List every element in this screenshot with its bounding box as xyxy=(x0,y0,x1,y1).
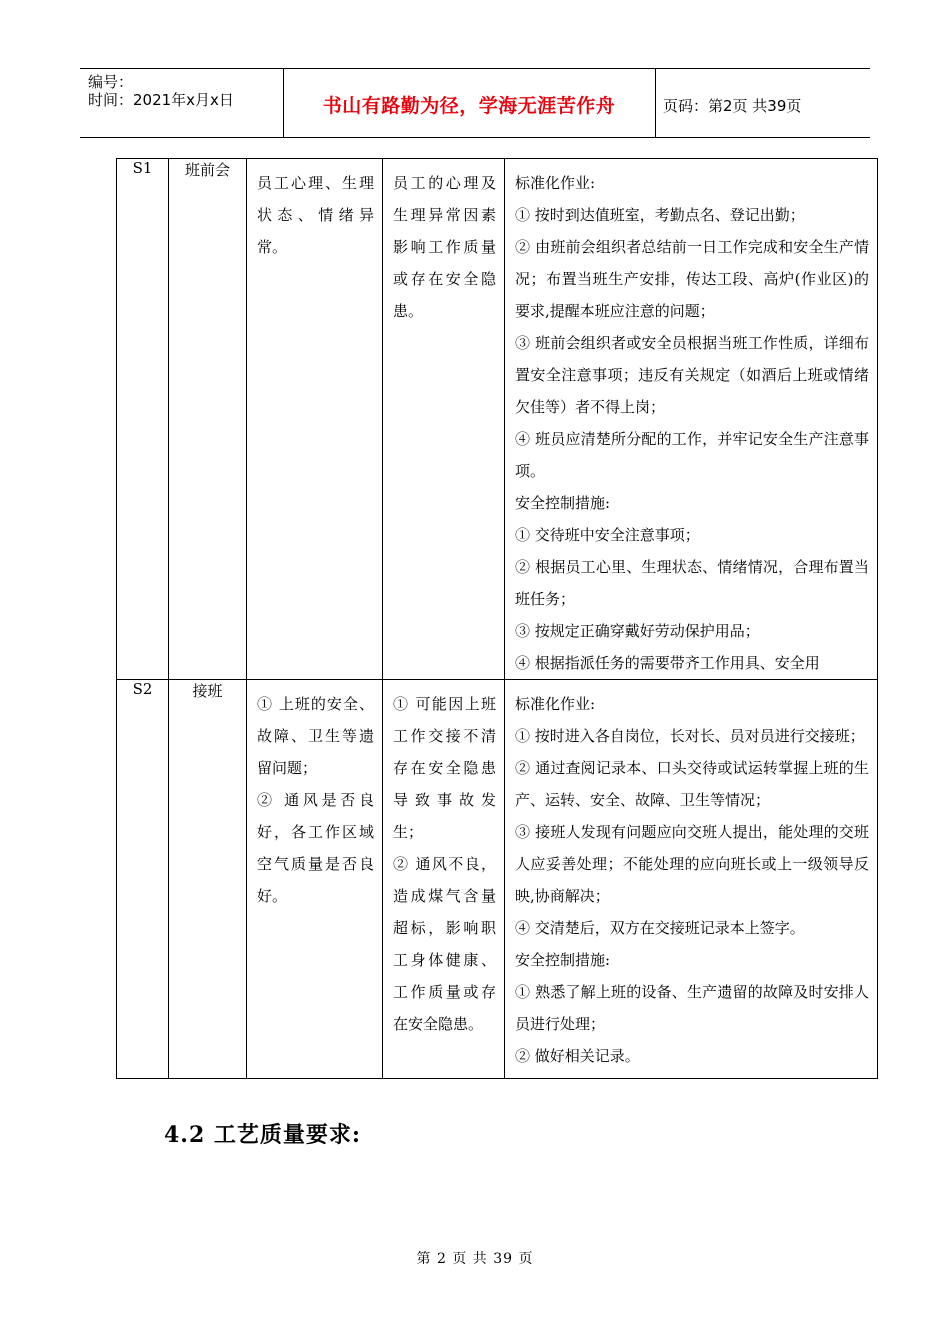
hazard-cell xyxy=(247,680,383,1079)
document-date: 时间：2021年x月x日 xyxy=(88,91,234,109)
hazard-cell xyxy=(247,159,383,680)
risk-text: 员工的心理及生理异常因素影响工作质量或存在安全隐患。 xyxy=(393,174,496,320)
safety-procedure-table xyxy=(116,158,878,1079)
header-meta xyxy=(80,69,284,137)
section-heading: 4.2 工艺质量要求: xyxy=(164,1122,362,1148)
measure-line: ① 按时到达值班室，考勤点名、登记出勤； xyxy=(515,206,805,224)
measure-line: ① 交待班中安全注意事项； xyxy=(515,526,700,544)
measure-line: 标准化作业: xyxy=(515,695,596,713)
measure-line: ② 由班前会组织者总结前一日工作完成和安全生产情况；布置当班生产安排，传达工段、高炉(作业区)的要求,提醒本班应注意的问题； xyxy=(515,238,869,320)
step-name: 接班 xyxy=(169,680,247,1079)
table-row xyxy=(117,159,878,680)
measure-line: ④ 根据指派任务的需要带齐工作用具、安全用 xyxy=(515,654,820,672)
risk-line: ① 可能因上班工作交接不清存在安全隐患导致事故发生； xyxy=(393,695,496,841)
step-name: 班前会 xyxy=(169,159,247,680)
hazard-list xyxy=(247,680,382,918)
measure-line: ④ 交清楚后，双方在交接班记录本上签字。 xyxy=(515,919,805,937)
risk-cell xyxy=(383,159,505,680)
table-row xyxy=(117,680,878,1079)
document-header xyxy=(80,68,870,138)
header-page-cell xyxy=(655,69,870,137)
measure-line: ① 熟悉了解上班的设备、生产遗留的故障及时安排人员进行处理； xyxy=(515,983,869,1033)
hazard-text: 员工心理、生理状态、情绪异常。 xyxy=(257,174,374,256)
measures-list xyxy=(505,680,877,1078)
risk-cell xyxy=(383,680,505,1079)
measure-line: 安全控制措施: xyxy=(515,494,611,512)
measure-line: ④ 班员应清楚所分配的工作，并牢记安全生产注意事项。 xyxy=(515,430,869,480)
measure-line: ③ 按规定正确穿戴好劳动保护用品； xyxy=(515,622,760,640)
measures-cell xyxy=(505,159,878,680)
measure-line: ③ 班前会组织者或安全员根据当班工作性质，详细布置安全注意事项；违反有关规定（如酒后上班或情绪欠佳等）者不得上岗； xyxy=(515,334,869,416)
measure-line: ③ 接班人发现有问题应向交班人提出，能处理的交班人应妥善处理；不能处理的应向班长或上一级领导反映,协商解决； xyxy=(515,823,869,905)
hazard-line: ① 上班的安全、故障、卫生等遗留问题； xyxy=(257,695,374,777)
measure-line: ② 根据员工心里、生理状态、情绪情况，合理布置当班任务； xyxy=(515,558,869,608)
document-number-label: 编号： xyxy=(88,73,134,91)
page-footer: 第 2 页 共 39 页 xyxy=(416,1251,534,1267)
slogan: 书山有路勤为径，学海无涯苦作舟 xyxy=(322,95,616,117)
measure-line: 标准化作业: xyxy=(515,174,596,192)
page-info: 页码：第2页 共39页 xyxy=(663,97,802,115)
step-id: S1 xyxy=(117,159,169,680)
measure-line: ① 按时进入各自岗位，长对长、员对员进行交接班； xyxy=(515,727,865,745)
measures-cell xyxy=(505,680,878,1079)
risk-list xyxy=(383,680,504,1046)
measure-line: 安全控制措施: xyxy=(515,951,611,969)
measure-line: ② 做好相关记录。 xyxy=(515,1047,640,1065)
step-id: S2 xyxy=(117,680,169,1079)
risk-line: ② 通风不良，造成煤气含量超标，影响职工身体健康、工作质量或存在安全隐患。 xyxy=(393,855,496,1033)
measures-list xyxy=(505,159,877,679)
measure-line: ② 通过查阅记录本、口头交待或试运转掌握上班的生产、运转、安全、故障、卫生等情况； xyxy=(515,759,869,809)
header-slogan-cell xyxy=(283,69,656,137)
hazard-line: ② 通风是否良好，各工作区域空气质量是否良好。 xyxy=(257,791,374,905)
